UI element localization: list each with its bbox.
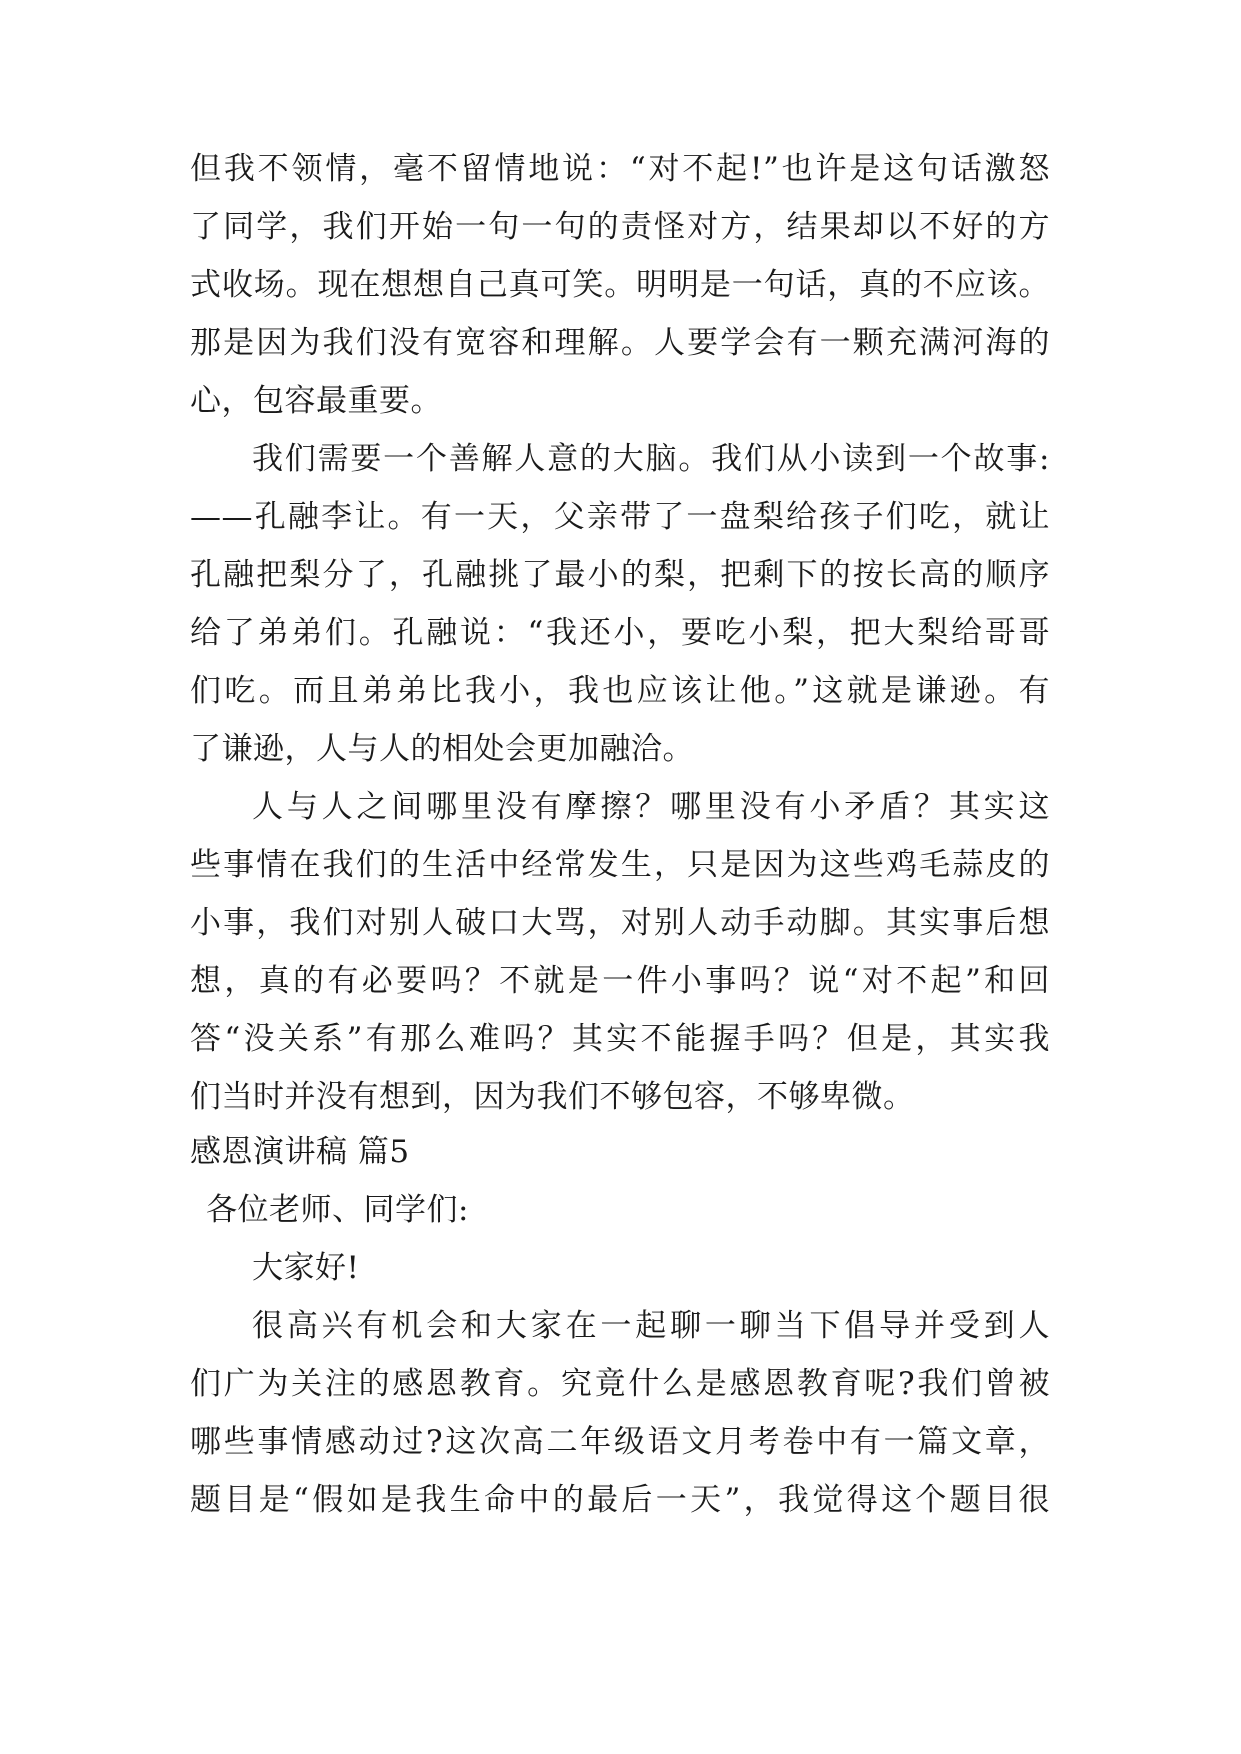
text-line: 想，真的有必要吗？不就是一件小事吗？说“对不起”和回 <box>190 963 1050 999</box>
text-line: 了谦逊，人与人的相处会更加融洽。 <box>190 731 694 767</box>
section-heading: 感恩演讲稿 篇5 <box>190 1134 410 1170</box>
text-line: 们广为关注的感恩教育。究竟什么是感恩教育呢?我们曾被 <box>190 1366 1050 1402</box>
text-line: 哪些事情感动过?这次高二年级语文月考卷中有一篇文章， <box>190 1424 1050 1460</box>
text-line: 我们需要一个善解人意的大脑。我们从小读到一个故事: <box>252 441 1050 477</box>
text-line: 但我不领情，毫不留情地说：“对不起!”也许是这句话激怒 <box>190 151 1050 187</box>
text-line: 式收场。现在想想自己真可笑。明明是一句话，真的不应该。 <box>190 267 1050 303</box>
text-line: 了同学，我们开始一句一句的责怪对方，结果却以不好的方 <box>190 209 1050 245</box>
text-line: 很高兴有机会和大家在一起聊一聊当下倡导并受到人 <box>252 1308 1050 1344</box>
text-line: 们当时并没有想到，因为我们不够包容，不够卑微。 <box>190 1079 915 1115</box>
salutation: 各位老师、同学们: <box>206 1192 469 1228</box>
text-line: ——孔融李让。有一天，父亲带了一盘梨给孩子们吃，就让 <box>190 499 1050 535</box>
text-line: 给了弟弟们。孔融说：“我还小，要吃小梨，把大梨给哥哥 <box>190 615 1050 651</box>
text-line: 答“没关系”有那么难吗？其实不能握手吗？但是，其实我 <box>190 1021 1050 1057</box>
text-line: 孔融把梨分了，孔融挑了最小的梨，把剩下的按长高的顺序 <box>190 557 1050 593</box>
text-line: 人与人之间哪里没有摩擦？哪里没有小矛盾？其实这 <box>252 789 1050 825</box>
text-line: 小事，我们对别人破口大骂，对别人动手动脚。其实事后想 <box>190 905 1050 941</box>
text-line: 些事情在我们的生活中经常发生，只是因为这些鸡毛蒜皮的 <box>190 847 1050 883</box>
text-line: 心，包容最重要。 <box>190 383 442 419</box>
greeting: 大家好! <box>252 1250 360 1286</box>
text-line: 题目是“假如是我生命中的最后一天”，我觉得这个题目很 <box>190 1482 1050 1518</box>
text-line: 那是因为我们没有宽容和理解。人要学会有一颗充满河海的 <box>190 325 1050 361</box>
text-line: 们吃。而且弟弟比我小，我也应该让他。”这就是谦逊。有 <box>190 673 1050 709</box>
